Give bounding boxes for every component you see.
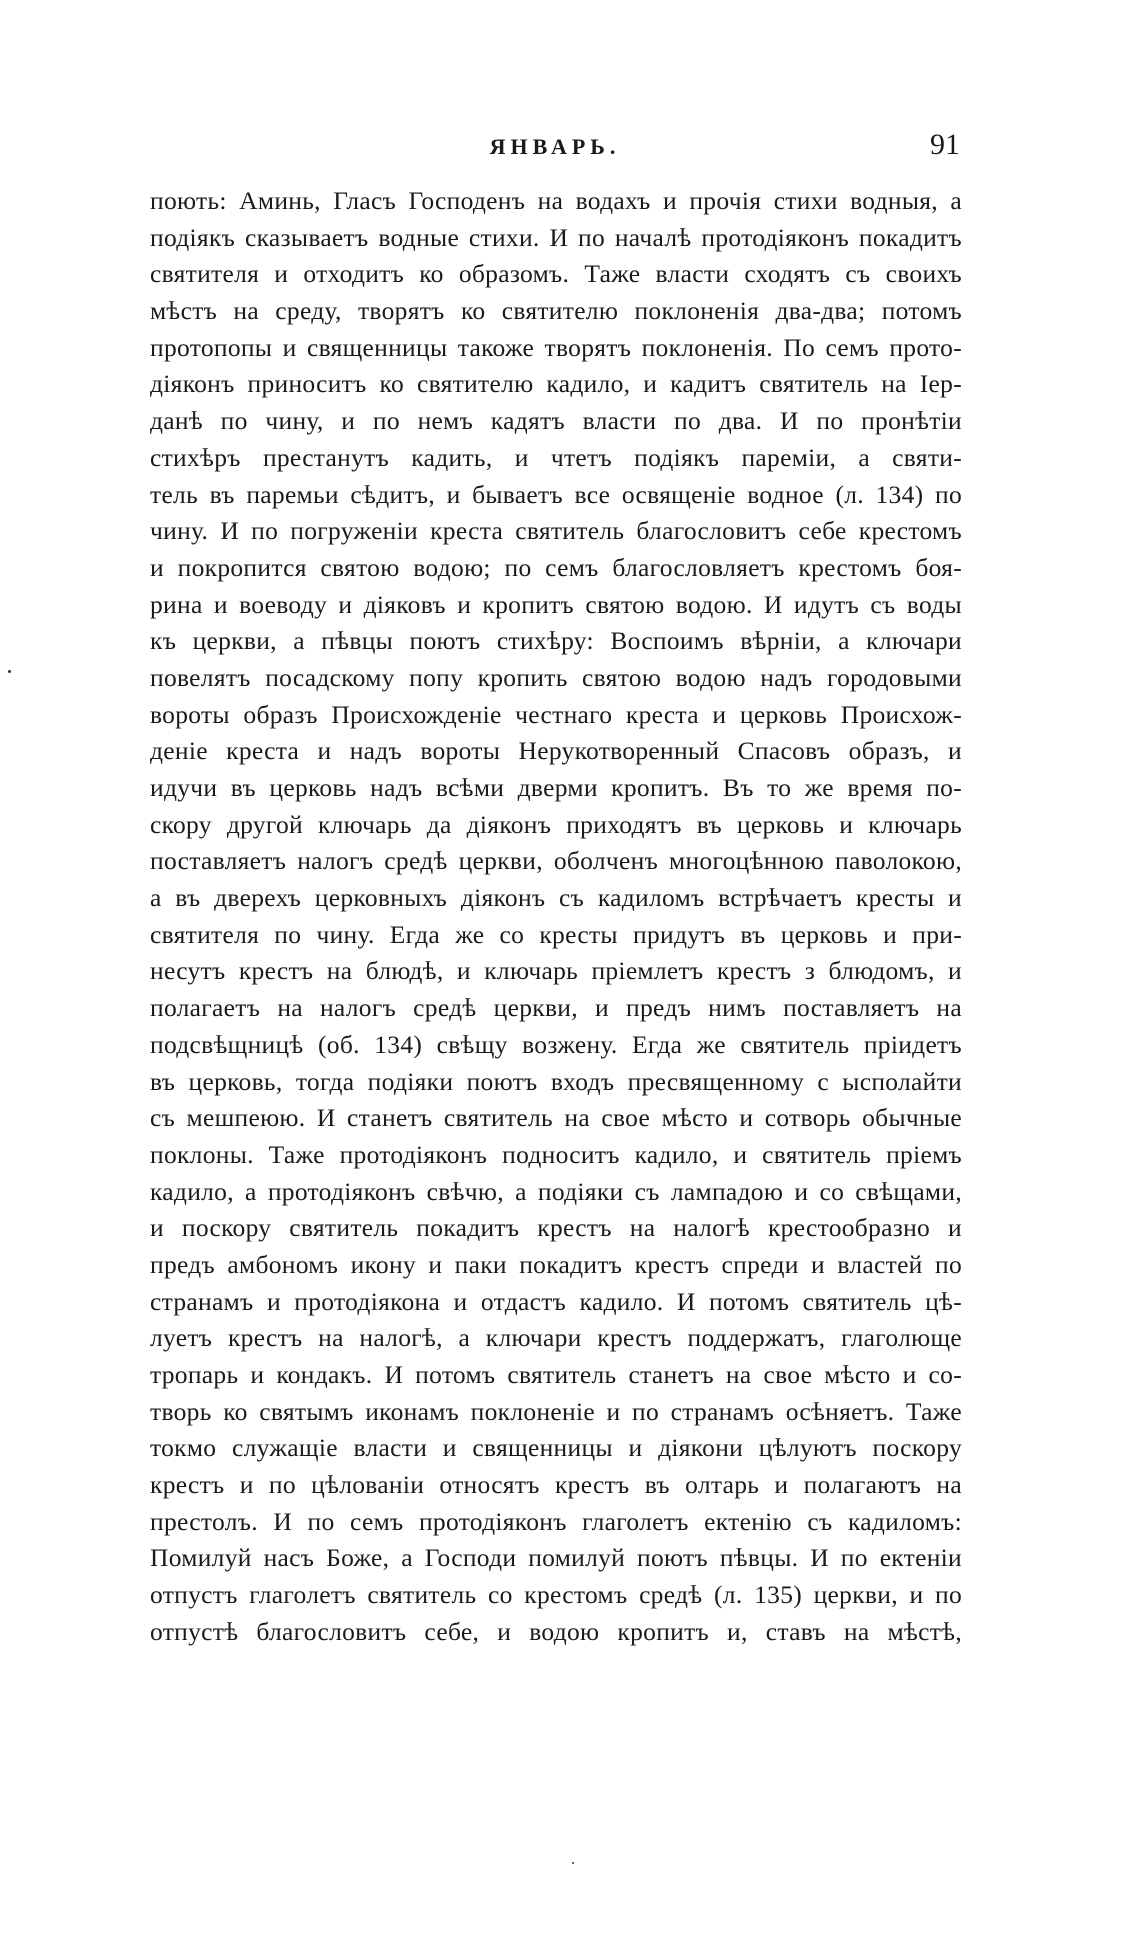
text-line: токмо служащіе власти и священницы и діякони цѣлуютъ поскору (150, 1433, 962, 1463)
text-line: престолъ. И по семъ протодіяконъ глаголетъ ектенію съ кадиломъ: (150, 1506, 962, 1536)
text-line: мѣстъ на среду, творятъ ко святителю поклоненія два-два; потомъ (150, 296, 962, 326)
text-line: стихѣръ престанутъ кадить, и чтетъ подіякъ пареміи, а святи- (150, 442, 962, 472)
text-line: творь ко святымъ иконамъ поклоненіе и по странамъ осѣняетъ. Таже (150, 1396, 962, 1426)
text-line: отпустѣ благословитъ себе, и водою кропитъ и, ставъ на мѣстѣ, (150, 1616, 962, 1646)
text-line: къ церкви, а пѣвцы поютъ стихѣру: Воспоимъ вѣрніи, а ключари (150, 626, 962, 656)
text-line: а въ дверехъ церковныхъ діяконъ съ кадиломъ встрѣчаетъ кресты и (150, 883, 962, 913)
body-text (150, 183, 962, 1651)
page-number: 91 (930, 128, 960, 161)
text-line: съ мешпеюю. И станетъ святитель на свое мѣсто и сотворь обычные (150, 1103, 962, 1133)
text-line: чину. И по погруженіи креста святитель благословитъ себе крестомъ (150, 516, 962, 546)
text-line: подіякъ сказываетъ водные стихи. И по началѣ протодіяконъ покадитъ (150, 222, 962, 252)
text-line: странамъ и протодіякона и отдастъ кадило. И потомъ святитель цѣ- (150, 1286, 962, 1316)
text-line: діяконъ приноситъ ко святителю кадило, и кадитъ святитель на Іер- (150, 369, 962, 399)
text-line: тель въ паремьи сѣдитъ, и бываетъ все освященіе водное (л. 134) по (150, 479, 962, 509)
page-header (150, 128, 960, 168)
text-line: данѣ по чину, и по немъ кадятъ власти по два. И по пронѣтіи (150, 406, 962, 436)
stray-mark (572, 1862, 574, 1864)
text-line: луетъ крестъ на налогѣ, а ключари крестъ поддержатъ, глаголюще (150, 1323, 962, 1353)
text-line: подсвѣщницѣ (об. 134) свѣщу возжену. Егда же святитель пріидетъ (150, 1029, 962, 1059)
text-line: отпустъ глаголетъ святитель со крестомъ средѣ (л. 135) церкви, и по (150, 1580, 962, 1610)
text-line: рина и воеводу и діяковъ и кропитъ святою водою. И идутъ съ воды (150, 589, 962, 619)
text-line: полагаетъ на налогъ средѣ церкви, и предъ нимъ поставляетъ на (150, 993, 962, 1023)
text-line: кадило, а протодіяконъ свѣчю, а подіяки съ лампадою и со свѣщами, (150, 1176, 962, 1206)
text-line: и поскору святитель покадитъ крестъ на налогѣ крестообразно и (150, 1213, 962, 1243)
text-line: въ церковь, тогда подіяки поютъ входъ пресвященному с ысполайти (150, 1066, 962, 1096)
text-line: поють: Аминь, Гласъ Господенъ на водахъ и прочія стихи водныя, а (150, 186, 962, 215)
text-line: вороты образъ Происхожденіе честнаго креста и церковь Происхож- (150, 699, 962, 729)
text-line: протопопы и священницы такоже творятъ поклоненія. По семъ прото- (150, 332, 962, 362)
text-line: Помилуй насъ Боже, а Господи помилуй поютъ пѣвцы. И по ектеніи (150, 1543, 962, 1573)
text-line: повелятъ посадскому попу кропить святою водою надъ городовыми (150, 662, 962, 692)
text-line: поставляетъ налогъ средѣ церкви, оболченъ многоцѣнною паволокою, (150, 846, 962, 876)
text-line: идучи въ церковь надъ всѣми дверми кропитъ. Въ то же время по- (150, 773, 962, 802)
stray-mark (8, 670, 11, 673)
text-line: деніе креста и надъ вороты Нерукотворенный Спасовъ образъ, и (150, 736, 962, 766)
text-line: поклоны. Таже протодіяконъ подноситъ кадило, и святитель пріемъ (150, 1139, 962, 1169)
text-line: крестъ и по цѣлованіи относятъ крестъ въ олтарь и полагаютъ на (150, 1470, 962, 1500)
running-title: ЯНВАРЬ. (489, 134, 621, 159)
text-line: скору другой ключарь да діяконъ приходятъ въ церковь и ключарь (150, 809, 962, 839)
text-line: святителя и отходитъ ко образомъ. Таже власти сходятъ съ своихъ (150, 259, 962, 289)
text-line: и покропится святою водою; по семъ благословляетъ крестомъ боя- (150, 552, 962, 582)
text-line: предъ амбономъ икону и паки покадитъ крестъ спреди и властей по (150, 1249, 962, 1279)
text-line: святителя по чину. Егда же со кресты придутъ въ церковь и при- (150, 919, 962, 949)
text-line: тропарь и кондакъ. И потомъ святитель станетъ на свое мѣсто и со- (150, 1360, 962, 1389)
text-line: несутъ крестъ на блюдѣ, и ключарь пріемлетъ крестъ з блюдомъ, и (150, 956, 962, 986)
